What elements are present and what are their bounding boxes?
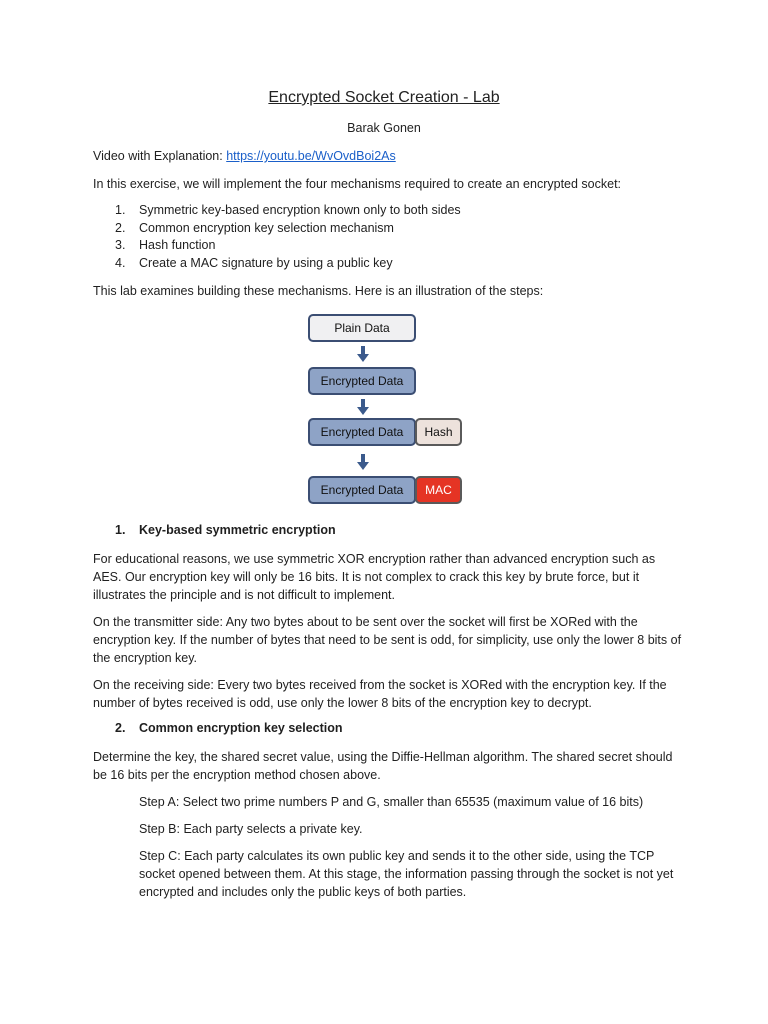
hash-box: Hash	[415, 418, 462, 446]
section-number: 1.	[115, 523, 126, 537]
section-title: Common encryption key selection	[139, 721, 343, 735]
paragraph: For educational reasons, we use symmetric XOR encryption rather than advanced encryption such as AES. Our encryption key will only be 16 bits. It is not complex to crack this key by brute force, but it illustrates the principle and is not difficult to implement.	[93, 552, 656, 602]
mac-box: MAC	[415, 476, 462, 504]
step-c: Step C: Each party calculates its own public key and sends it to the other side, using the TCP socket opened between them. At this stage, the information passing through the socket is not yet encrypted and includes only the public keys of both parties.	[139, 849, 674, 899]
paragraph: On the receiving side: Every two bytes received from the socket is XORed with the encryption key. If the number of bytes received is odd, use only the lower 8 bits of the encryption key to decrypt.	[93, 678, 667, 710]
list-text: Create a MAC signature by using a public key	[139, 255, 393, 270]
mechanism-list	[115, 202, 675, 272]
plain-data-box: Plain Data	[308, 314, 416, 342]
paragraph: On the transmitter side: Any two bytes about to be sent over the socket will first be XORed with the encryption key. If the number of bytes that need to be sent is odd, for simplicity, use only the lower 8 bits of the encryption key.	[93, 615, 682, 665]
document-author: Barak Gonen	[347, 121, 421, 135]
video-link[interactable]: https://youtu.be/WvOvdBoi2As	[226, 149, 396, 163]
section-title: Key-based symmetric encryption	[139, 523, 336, 537]
arrow-down-icon	[357, 454, 369, 470]
list-number: 2.	[115, 220, 126, 235]
encrypted-data-box: Encrypted Data	[308, 476, 416, 504]
list-item	[115, 220, 675, 238]
arrow-down-icon	[357, 399, 369, 415]
step-b: Step B: Each party selects a private key.	[139, 822, 363, 836]
list-item	[115, 255, 675, 273]
list-number: 4.	[115, 255, 126, 270]
section-number: 2.	[115, 721, 126, 735]
list-text: Symmetric key-based encryption known only to both sides	[139, 203, 461, 217]
section-heading	[115, 523, 336, 537]
intro-paragraph: In this exercise, we will implement the four mechanisms required to create an encrypted socket:	[93, 177, 622, 191]
paragraph: Determine the key, the shared secret value, using the Diffie-Hellman algorithm. The shared secret should be 16 bits per the encryption method chosen above.	[93, 750, 673, 782]
encrypted-data-box: Encrypted Data	[308, 367, 416, 395]
list-number: 1.	[115, 203, 126, 217]
document-title: Encrypted Socket Creation - Lab	[268, 89, 500, 106]
list-number: 3.	[115, 238, 126, 253]
list-item	[115, 237, 675, 255]
list-text: Hash function	[139, 238, 216, 253]
video-line	[93, 147, 683, 165]
section-heading	[115, 721, 343, 735]
list-text: Common encryption key selection mechanism	[139, 220, 394, 235]
step-a: Step A: Select two prime numbers P and G, smaller than 65535 (maximum value of 16 bits)	[139, 795, 644, 809]
video-label: Video with Explanation:	[93, 149, 227, 163]
encrypted-data-box: Encrypted Data	[308, 418, 416, 446]
illustration-intro: This lab examines building these mechanisms. Here is an illustration of the steps:	[93, 284, 544, 298]
arrow-down-icon	[357, 346, 369, 362]
list-item	[115, 202, 675, 220]
